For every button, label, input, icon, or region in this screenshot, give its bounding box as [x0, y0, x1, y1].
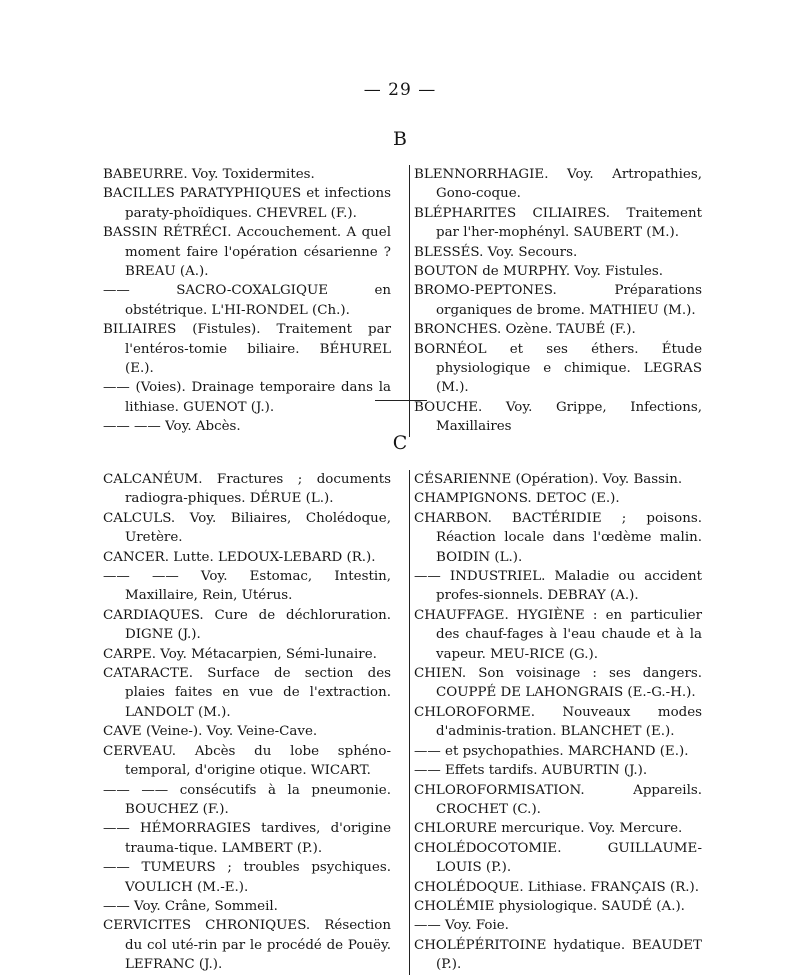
index-entry: BRONCHES. Ozène. TAUBÉ (F.). — [414, 322, 636, 338]
index-entry: —— SACRO-COXALGIQUE en obstétrique. L'HI-RONDEL (Ch.). — [103, 283, 391, 318]
index-entry: CHIEN. Son voisinage : ses dangers. COUPPÉ DE LAHONGRAIS (E.-G.-H.). — [414, 666, 702, 701]
index-entry: —— Voy. Crâne, Sommeil. — [103, 898, 278, 914]
index-entry: BORNÉOL et ses éthers. Étude physiologique e chimique. LEGRAS (M.). — [414, 341, 702, 396]
section-letter-c: C — [392, 432, 408, 454]
index-entry: CANCER. Lutte. LEDOUX-LEBARD (R.). — [103, 549, 376, 565]
index-entry: BLÉPHARITES CILIAIRES. Traitement par l'her-mophényl. SAUBERT (M.). — [414, 205, 702, 241]
index-entry: —— (Voies). Drainage temporaire dans la lithiase. GUENOT (J.). — [103, 380, 391, 415]
index-entry: CARPE. Voy. Métacarpien, Sémi-lunaire. — [103, 646, 377, 662]
index-entry: CARDIAQUES. Cure de déchloruration. DIGNE (J.). — [103, 607, 391, 643]
index-entry: CAVE (Veine-). Voy. Veine-Cave. — [103, 724, 318, 740]
index-entry: CHOLÉDOCOTOMIE. GUILLAUME-LOUIS (P.). — [414, 840, 702, 876]
section-divider — [375, 400, 427, 401]
page-number: — 29 — — [363, 80, 437, 100]
index-entry: CHOLÉDOQUE. Lithiase. FRANÇAIS (R.). — [414, 879, 700, 895]
index-entry: CHLOROFORME. Nouveaux modes d'adminis-tration. BLANCHET (E.). — [414, 704, 702, 740]
section-b-left-column — [103, 165, 391, 437]
index-entry: —— —— Voy. Abcès. — [103, 419, 241, 435]
index-entry: —— TUMEURS ; troubles psychiques. VOULICH (M.-E.). — [103, 860, 391, 895]
section-c-right-column — [409, 470, 702, 975]
index-entry: CHLORURE mercurique. Voy. Mercure. — [414, 821, 683, 837]
index-entry: BLENNORRHAGIE. Voy. Artropathies, Gono-coque. — [414, 167, 702, 202]
index-entry: —— et psychopathies. MARCHAND (E.). — [414, 743, 689, 759]
section-c-left-column — [103, 470, 391, 975]
index-entry: BILIAIRES (Fistules). Traitement par l'entéros-tomie biliaire. BÉHUREL (E.). — [103, 322, 391, 377]
index-entry: CALCULS. Voy. Biliaires, Cholédoque, Uretère. — [103, 510, 391, 546]
index-entry: BABEURRE. Voy. Toxidermites. — [103, 167, 315, 182]
index-entry: BROMO-PEPTONES. Préparations organiques de brome. MATHIEU (M.). — [414, 283, 702, 318]
index-entry: CHARBON. BACTÉRIDIE ; poisons. Réaction locale dans l'œdème malin. BOIDIN (L.). — [414, 510, 702, 565]
index-entry: —— Effets tardifs. AUBURTIN (J.). — [414, 763, 648, 779]
index-entry: —— —— Voy. Estomac, Intestin, Maxillaire, Rein, Utérus. — [103, 569, 391, 604]
index-entry: —— Voy. Foie. — [414, 918, 509, 934]
index-entry: CERVEAU. Abcès du lobe sphéno-temporal, d'origine otique. WICART. — [103, 743, 391, 779]
index-entry: BACILLES PARATYPHIQUES et infections paraty-phoïdiques. CHEVREL (F.). — [103, 186, 391, 221]
index-entry: CHAMPIGNONS. DETOC (E.). — [414, 491, 620, 507]
index-entry: CATARACTE. Surface de section des plaies faites en vue de l'extraction. LANDOLT (M.). — [103, 666, 391, 720]
index-entry: BASSIN RÉTRÉCI. Accouchement. A quel moment faire l'opération césarienne ? BREAU (A.). — [103, 225, 391, 280]
index-entry: —— HÉMORRAGIES tardives, d'origine trauma-tique. LAMBERT (P.). — [103, 821, 391, 856]
index-entry: CÉSARIENNE (Opération). Voy. Bassin. — [414, 472, 683, 487]
index-entry: BLESSÉS. Voy. Secours. — [414, 244, 578, 260]
index-entry: BOUCHE. Voy. Grippe, Infections, Maxillaires — [414, 399, 702, 435]
index-entry: —— INDUSTRIEL. Maladie ou accident profes-sionnels. DEBRAY (A.). — [414, 569, 702, 604]
index-entry: CHOLÉPÉRITOINE hydatique. BEAUDET (P.). — [414, 937, 702, 973]
index-entry: CALCANÉUM. Fractures ; documents radiogra-phiques. DÉRUE (L.). — [103, 472, 391, 507]
index-entry: CERVICITES CHRONIQUES. Résection du col uté-rin par le procédé de Pouëy. LEFRANC (J.). — [103, 918, 391, 973]
index-entry: CHOLÉMIE physiologique. SAUDÉ (A.). — [414, 898, 685, 914]
index-entry: CHLOROFORMISATION. Appareils. CROCHET (C.). — [414, 782, 702, 817]
section-letter-b: B — [393, 128, 407, 150]
index-entry: —— —— consécutifs à la pneumonie. BOUCHEZ (F.). — [103, 782, 391, 817]
index-entry: BOUTON de MURPHY. Voy. Fistules. — [414, 264, 663, 280]
section-b-right-column — [409, 165, 702, 437]
index-entry: CHAUFFAGE. HYGIÈNE : en particulier des chauf-fages à l'eau chaude et à la vapeur. MEU-RICE (G.). — [414, 607, 702, 662]
